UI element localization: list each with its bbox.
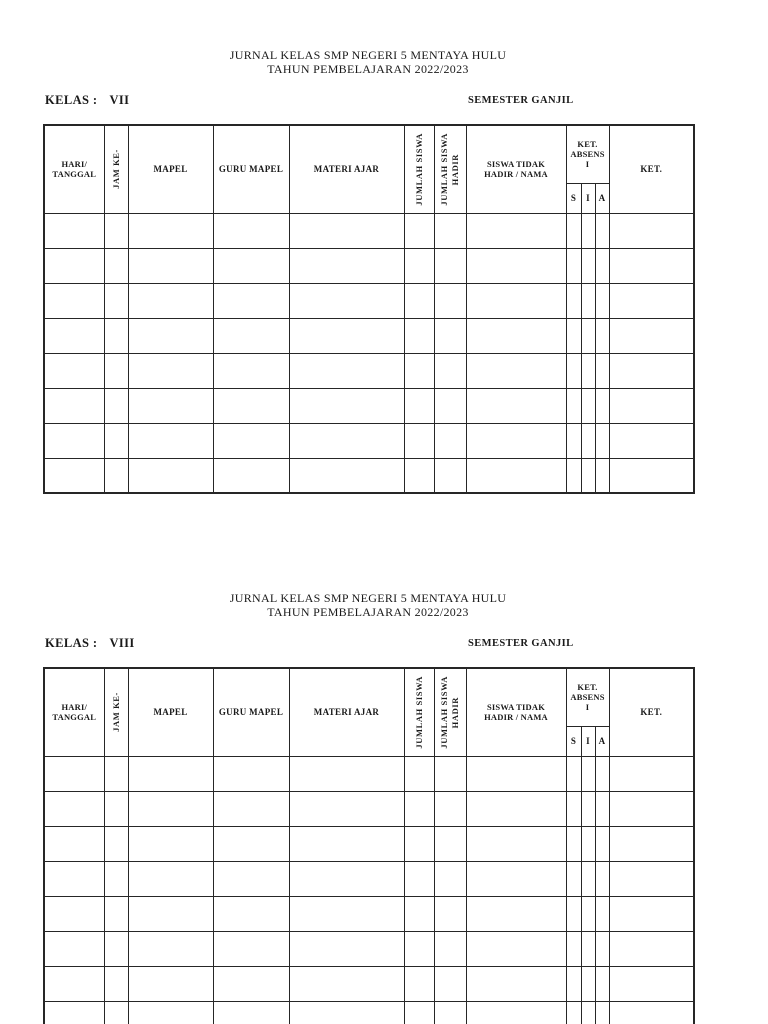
journal-cell <box>128 248 213 283</box>
journal-cell <box>609 896 694 931</box>
journal-cell <box>213 756 289 791</box>
journal-cell <box>289 213 404 248</box>
journal-cell <box>434 896 466 931</box>
journal-cell <box>609 458 694 493</box>
journal-cell <box>44 861 104 896</box>
journal-cell <box>104 1001 128 1024</box>
journal-cell <box>213 423 289 458</box>
journal-cell <box>566 791 581 826</box>
academic-year: TAHUN PEMBELAJARAN 2022/2023 <box>267 605 469 619</box>
journal-cell <box>44 318 104 353</box>
journal-cell <box>566 966 581 1001</box>
journal-empty-row <box>44 791 694 826</box>
col-header-alpha: A <box>595 183 609 213</box>
kelas-value: VII <box>109 93 130 107</box>
journal-cell <box>213 791 289 826</box>
journal-cell <box>581 861 595 896</box>
journal-cell <box>581 283 595 318</box>
journal-cell <box>434 791 466 826</box>
journal-cell <box>213 458 289 493</box>
journal-cell <box>404 213 434 248</box>
kelas-label: KELAS : <box>45 636 98 650</box>
journal-cell <box>566 826 581 861</box>
journal-empty-row <box>44 248 694 283</box>
col-header-ket-absensi: KET. ABSENS I <box>566 125 609 183</box>
journal-cell <box>566 756 581 791</box>
journal-cell <box>595 283 609 318</box>
journal-empty-row <box>44 353 694 388</box>
journal-cell <box>404 283 434 318</box>
journal-cell <box>595 1001 609 1024</box>
journal-cell <box>44 213 104 248</box>
journal-cell <box>44 248 104 283</box>
journal-cell <box>289 423 404 458</box>
journal-empty-row <box>44 423 694 458</box>
journal-cell <box>44 388 104 423</box>
journal-cell <box>404 931 434 966</box>
journal-cell <box>404 388 434 423</box>
journal-cell <box>404 896 434 931</box>
journal-cell <box>213 213 289 248</box>
journal-cell <box>128 896 213 931</box>
journal-cell <box>609 213 694 248</box>
journal-cell <box>289 756 404 791</box>
journal-cell <box>44 353 104 388</box>
journal-cell <box>128 826 213 861</box>
journal-cell <box>434 353 466 388</box>
col-header-jumlah-siswa-hadir: JUMLAH SISWA HADIR <box>434 125 466 213</box>
journal-cell <box>44 966 104 1001</box>
journal-table-kelas-vii <box>43 124 695 494</box>
journal-cell <box>289 388 404 423</box>
journal-cell <box>104 791 128 826</box>
journal-cell <box>466 931 566 966</box>
journal-cell <box>609 353 694 388</box>
journal-cell <box>466 1001 566 1024</box>
journal-cell <box>404 423 434 458</box>
journal-cell <box>44 826 104 861</box>
semester-label: SEMESTER GANJIL <box>468 638 574 649</box>
journal-cell <box>609 966 694 1001</box>
kelas-value: VIII <box>109 636 135 650</box>
journal-cell <box>466 861 566 896</box>
journal-cell <box>289 248 404 283</box>
col-header-ket-absensi: KET. ABSENS I <box>566 668 609 726</box>
journal-cell <box>104 756 128 791</box>
journal-cell <box>609 248 694 283</box>
col-header-ket: KET. <box>609 668 694 756</box>
col-header-hari-tanggal: HARI/ TANGGAL <box>44 668 104 756</box>
journal-cell <box>404 353 434 388</box>
journal-empty-row <box>44 283 694 318</box>
journal-empty-row <box>44 1001 694 1024</box>
journal-cell <box>289 791 404 826</box>
col-header-jumlah-siswa-hadir: JUMLAH SISWA HADIR <box>434 668 466 756</box>
journal-cell <box>128 353 213 388</box>
journal-cell <box>213 896 289 931</box>
journal-cell <box>213 966 289 1001</box>
journal-cell <box>404 966 434 1001</box>
journal-cell <box>128 283 213 318</box>
journal-cell <box>289 966 404 1001</box>
journal-cell <box>609 826 694 861</box>
journal-cell <box>128 423 213 458</box>
document-title: JURNAL KELAS SMP NEGERI 5 MENTAYA HULU <box>229 591 507 605</box>
journal-cell <box>581 248 595 283</box>
journal-cell <box>404 791 434 826</box>
col-header-materi-ajar: MATERI AJAR <box>289 125 404 213</box>
journal-cell <box>128 756 213 791</box>
col-header-mapel: MAPEL <box>128 125 213 213</box>
journal-cell <box>466 423 566 458</box>
journal-cell <box>466 966 566 1001</box>
journal-cell <box>289 353 404 388</box>
journal-cell <box>128 388 213 423</box>
journal-cell <box>289 896 404 931</box>
journal-cell <box>609 283 694 318</box>
journal-cell <box>595 966 609 1001</box>
journal-cell <box>581 353 595 388</box>
journal-cell <box>595 318 609 353</box>
journal-cell <box>434 826 466 861</box>
journal-cell <box>566 388 581 423</box>
journal-cell <box>104 248 128 283</box>
journal-cell <box>566 1001 581 1024</box>
journal-cell <box>566 283 581 318</box>
journal-cell <box>581 458 595 493</box>
journal-section-kelas-vii <box>43 48 693 494</box>
journal-cell <box>595 826 609 861</box>
col-header-materi-ajar: MATERI AJAR <box>289 668 404 756</box>
journal-cell <box>566 861 581 896</box>
journal-cell <box>595 458 609 493</box>
journal-cell <box>434 931 466 966</box>
journal-cell <box>466 791 566 826</box>
col-header-guru-mapel: GURU MAPEL <box>213 668 289 756</box>
journal-cell <box>128 318 213 353</box>
col-header-siswa-tidak-hadir: SISWA TIDAK HADIR / NAMA <box>466 125 566 213</box>
journal-cell <box>595 213 609 248</box>
journal-cell <box>466 318 566 353</box>
journal-cell <box>213 931 289 966</box>
col-header-ket: KET. <box>609 125 694 213</box>
journal-cell <box>595 896 609 931</box>
journal-cell <box>566 423 581 458</box>
journal-cell <box>104 213 128 248</box>
journal-empty-row <box>44 388 694 423</box>
meta-row <box>43 636 693 654</box>
journal-section-kelas-viii <box>43 591 693 1024</box>
document-title: JURNAL KELAS SMP NEGERI 5 MENTAYA HULU <box>229 48 507 62</box>
journal-cell <box>44 283 104 318</box>
journal-cell <box>595 861 609 896</box>
journal-cell <box>566 896 581 931</box>
journal-cell <box>404 756 434 791</box>
journal-cell <box>581 388 595 423</box>
journal-cell <box>434 458 466 493</box>
journal-cell <box>466 353 566 388</box>
journal-cell <box>289 1001 404 1024</box>
journal-cell <box>434 423 466 458</box>
journal-cell <box>404 861 434 896</box>
kelas-line <box>45 636 135 651</box>
semester-label: SEMESTER GANJIL <box>468 95 574 106</box>
journal-cell <box>434 213 466 248</box>
journal-cell <box>104 931 128 966</box>
journal-cell <box>466 248 566 283</box>
journal-cell <box>434 966 466 1001</box>
journal-cell <box>289 931 404 966</box>
journal-empty-row <box>44 458 694 493</box>
journal-cell <box>128 861 213 896</box>
journal-empty-row <box>44 861 694 896</box>
journal-cell <box>595 248 609 283</box>
journal-cell <box>434 318 466 353</box>
journal-cell <box>466 458 566 493</box>
journal-cell <box>104 388 128 423</box>
journal-cell <box>289 283 404 318</box>
journal-cell <box>595 388 609 423</box>
journal-cell <box>44 931 104 966</box>
journal-cell <box>581 931 595 966</box>
journal-cell <box>128 213 213 248</box>
journal-cell <box>566 318 581 353</box>
kelas-label: KELAS : <box>45 93 98 107</box>
journal-cell <box>609 756 694 791</box>
journal-cell <box>466 388 566 423</box>
journal-cell <box>104 826 128 861</box>
journal-cell <box>104 423 128 458</box>
journal-empty-row <box>44 318 694 353</box>
journal-cell <box>595 931 609 966</box>
journal-empty-row <box>44 826 694 861</box>
col-header-jam-ke: JAM KE- <box>104 668 128 756</box>
journal-cell <box>609 388 694 423</box>
journal-empty-row <box>44 896 694 931</box>
journal-cell <box>434 283 466 318</box>
journal-cell <box>566 458 581 493</box>
journal-cell <box>213 248 289 283</box>
journal-cell <box>289 861 404 896</box>
journal-cell <box>213 388 289 423</box>
journal-cell <box>128 791 213 826</box>
journal-cell <box>404 248 434 283</box>
col-header-mapel: MAPEL <box>128 668 213 756</box>
journal-cell <box>289 826 404 861</box>
journal-cell <box>466 826 566 861</box>
journal-empty-row <box>44 213 694 248</box>
col-header-jumlah-siswa: JUMLAH SISWA <box>404 125 434 213</box>
journal-cell <box>44 423 104 458</box>
journal-cell <box>434 388 466 423</box>
journal-cell <box>581 826 595 861</box>
journal-cell <box>404 458 434 493</box>
journal-cell <box>466 896 566 931</box>
academic-year: TAHUN PEMBELAJARAN 2022/2023 <box>267 62 469 76</box>
journal-cell <box>104 318 128 353</box>
journal-cell <box>404 1001 434 1024</box>
col-header-sakit: S <box>566 726 581 756</box>
meta-row <box>43 93 693 111</box>
journal-cell <box>581 213 595 248</box>
journal-cell <box>466 213 566 248</box>
journal-cell <box>434 756 466 791</box>
journal-cell <box>104 353 128 388</box>
journal-cell <box>581 756 595 791</box>
journal-empty-row <box>44 756 694 791</box>
col-header-siswa-tidak-hadir: SISWA TIDAK HADIR / NAMA <box>466 668 566 756</box>
journal-cell <box>213 318 289 353</box>
journal-cell <box>609 318 694 353</box>
journal-cell <box>213 283 289 318</box>
col-header-jam-ke: JAM KE- <box>104 125 128 213</box>
kelas-line <box>45 93 129 108</box>
journal-cell <box>595 791 609 826</box>
journal-cell <box>609 423 694 458</box>
journal-cell <box>104 861 128 896</box>
journal-cell <box>44 1001 104 1024</box>
journal-cell <box>213 861 289 896</box>
col-header-jumlah-siswa: JUMLAH SISWA <box>404 668 434 756</box>
journal-cell <box>595 423 609 458</box>
journal-cell <box>128 966 213 1001</box>
journal-cell <box>44 458 104 493</box>
journal-cell <box>595 353 609 388</box>
journal-cell <box>128 1001 213 1024</box>
journal-cell <box>434 1001 466 1024</box>
journal-cell <box>566 213 581 248</box>
journal-cell <box>581 423 595 458</box>
journal-cell <box>595 756 609 791</box>
journal-cell <box>289 458 404 493</box>
journal-cell <box>581 1001 595 1024</box>
journal-cell <box>44 756 104 791</box>
journal-cell <box>581 966 595 1001</box>
journal-cell <box>44 896 104 931</box>
journal-cell <box>434 861 466 896</box>
journal-cell <box>128 458 213 493</box>
journal-cell <box>609 861 694 896</box>
journal-cell <box>566 353 581 388</box>
journal-cell <box>566 931 581 966</box>
col-header-izin: I <box>581 726 595 756</box>
journal-cell <box>609 1001 694 1024</box>
journal-cell <box>104 458 128 493</box>
journal-cell <box>104 896 128 931</box>
col-header-hari-tanggal: HARI/ TANGGAL <box>44 125 104 213</box>
journal-empty-row <box>44 931 694 966</box>
journal-cell <box>609 931 694 966</box>
journal-cell <box>213 353 289 388</box>
journal-cell <box>213 826 289 861</box>
journal-table-kelas-viii <box>43 667 695 1024</box>
col-header-izin: I <box>581 183 595 213</box>
journal-cell <box>434 248 466 283</box>
journal-cell <box>289 318 404 353</box>
journal-cell <box>466 283 566 318</box>
col-header-guru-mapel: GURU MAPEL <box>213 125 289 213</box>
journal-cell <box>104 966 128 1001</box>
journal-cell <box>128 931 213 966</box>
journal-cell <box>44 791 104 826</box>
journal-cell <box>581 896 595 931</box>
journal-empty-row <box>44 966 694 1001</box>
col-header-alpha: A <box>595 726 609 756</box>
journal-cell <box>581 318 595 353</box>
journal-cell <box>466 756 566 791</box>
journal-cell <box>104 283 128 318</box>
journal-cell <box>566 248 581 283</box>
journal-cell <box>213 1001 289 1024</box>
journal-cell <box>581 791 595 826</box>
journal-cell <box>404 318 434 353</box>
journal-cell <box>609 791 694 826</box>
journal-cell <box>404 826 434 861</box>
col-header-sakit: S <box>566 183 581 213</box>
